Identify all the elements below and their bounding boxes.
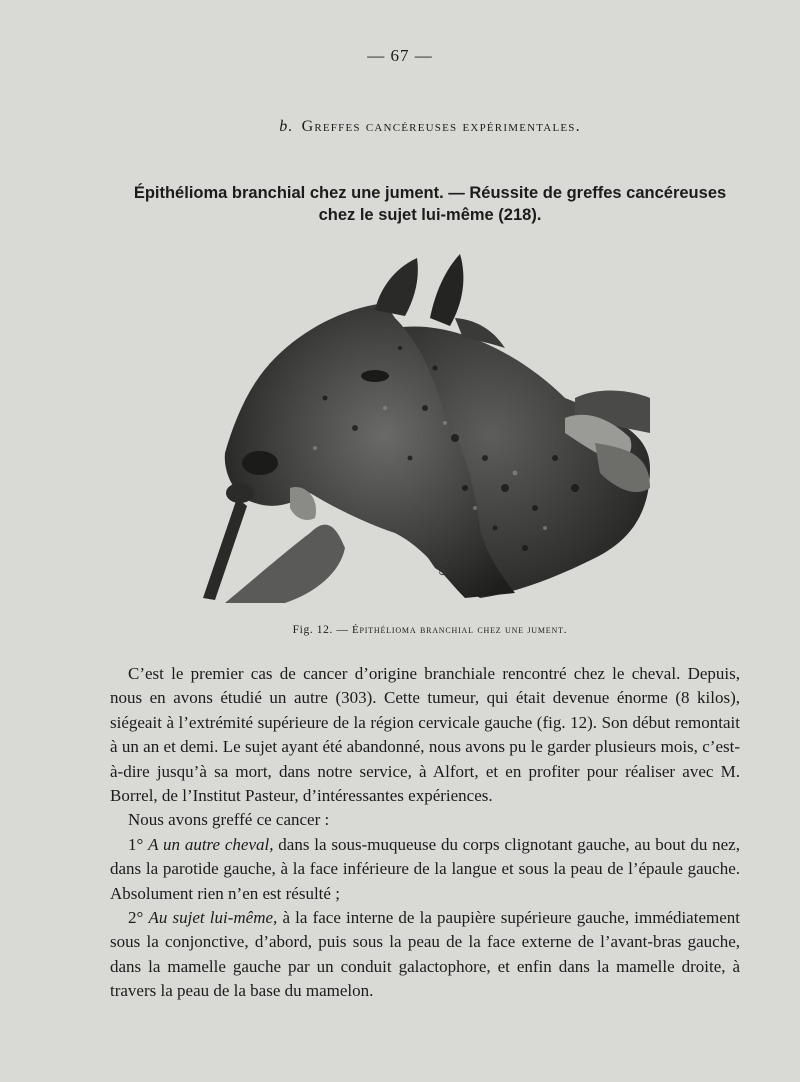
horse-head-illustration bbox=[195, 248, 655, 603]
section-letter: b. bbox=[279, 118, 294, 135]
paragraph-4-prefix: 2° bbox=[128, 908, 149, 928]
caption-prefix: Fig. 12. — bbox=[292, 624, 349, 636]
paragraph-3-italic: A un autre cheval, bbox=[148, 834, 274, 854]
heading-line-2: chez le sujet lui-même (218). bbox=[318, 206, 542, 224]
section-title bbox=[0, 118, 800, 136]
paragraph-3 bbox=[110, 833, 740, 906]
caption-text: Épithélioma branchial chez une jument. bbox=[352, 624, 568, 636]
horse-head-engraving bbox=[195, 248, 655, 603]
engraver-mark: G.N bbox=[437, 557, 451, 577]
paragraph-2: Nous avons greffé ce cancer : bbox=[128, 810, 330, 830]
paragraph-4-italic: Au sujet lui-même, bbox=[148, 908, 278, 928]
paragraph-4 bbox=[110, 906, 740, 1004]
paragraph-4-text: à la face interne de la paupière supérieure gauche, immédiatement sous la conjonctive, d’abord, puis sous la peau de la face externe de l’avant-bras gauche, dans la mamelle gauche par un conduit galactophore, et enfin dans la mamelle droite, à travers la peau de la base du mamelon. bbox=[110, 908, 740, 1001]
section-title-text: Greffes cancéreuses expérimentales. bbox=[301, 118, 581, 135]
paragraph-1: C’est le premier cas de cancer d’origine branchiale rencontré chez le cheval. Depuis, nous en avons étudié un autre (303). Cette tumeur, qui était devenue énorme (8 kilos), siégeait à l’extrémité supérieure de la région cervicale gauche (fig. 12). Son début remontait à un an et demi. Le sujet ayant été abandonné, nous avons pu le garder plusieurs mois, c’est-à-dire jusqu’à sa mort, dans notre service, à Alfort, et en profiter pour réaliser avec M. Borrel, de l’Institut Pasteur, d’intéressantes expériences. bbox=[110, 664, 740, 806]
figure-caption bbox=[0, 624, 800, 636]
paragraph-3-prefix: 1° bbox=[128, 834, 149, 854]
body-text bbox=[110, 662, 740, 1004]
page-number: — 67 — bbox=[367, 46, 433, 65]
heading-line-1: Épithélioma branchial chez une jument. — Réussite de greffes cancéreuses bbox=[133, 184, 727, 202]
article-heading bbox=[110, 182, 750, 226]
paragraph-3-text: dans la sous-muqueuse du corps clignotant gauche, au bout du nez, dans la parotide gauche, à la face inférieure de la langue et sous la peau de l’épaule gauche. Absolument rien n’en est résulté ; bbox=[110, 834, 740, 903]
